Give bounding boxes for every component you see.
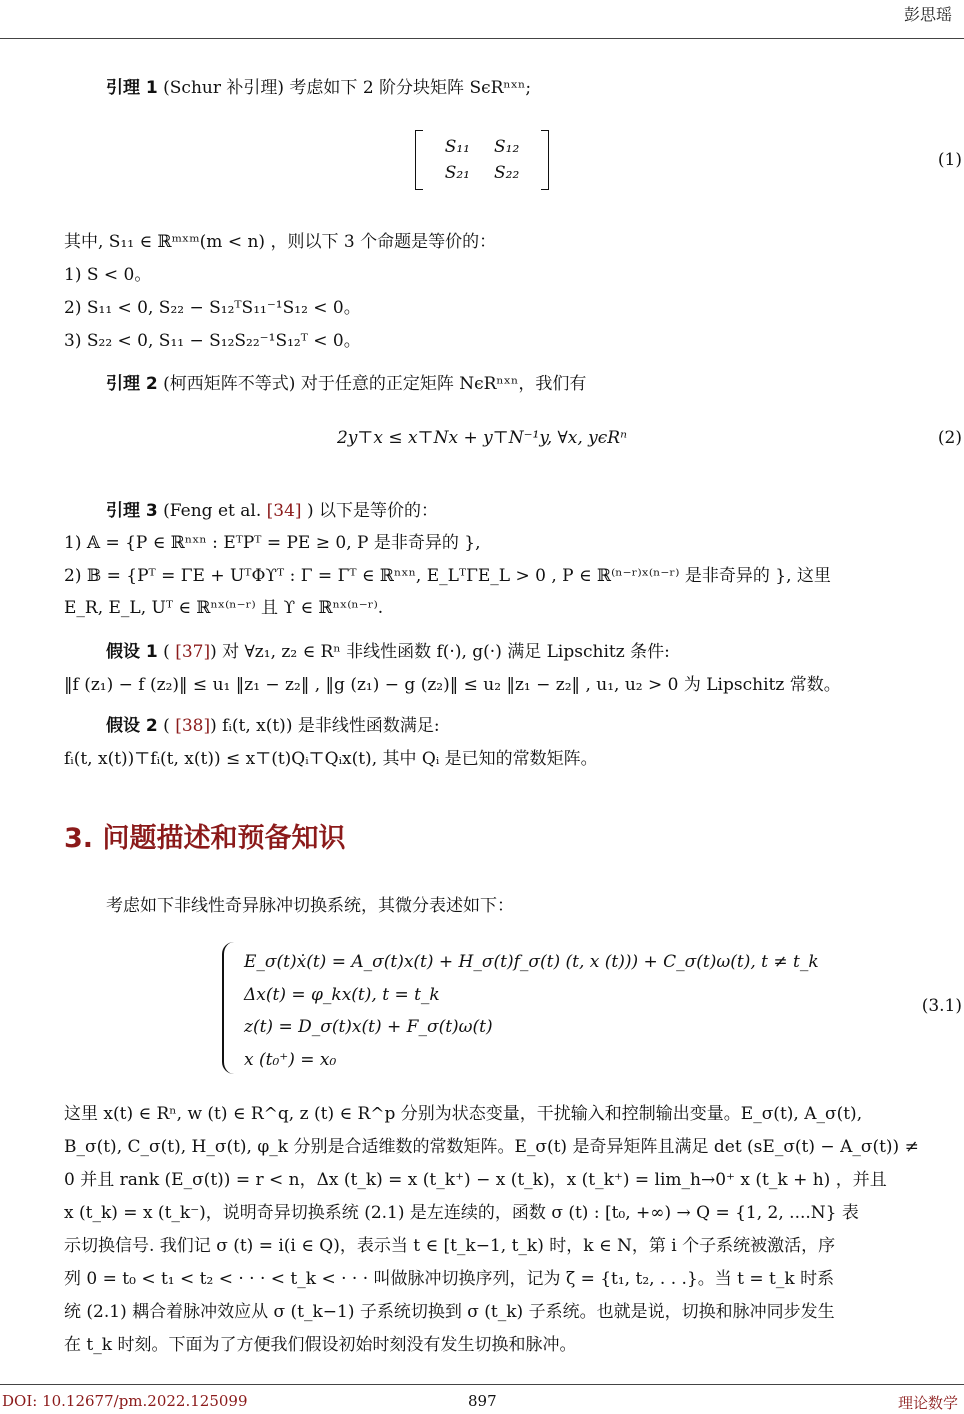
section-heading: 3. 问题描述和预备知识 [64,823,346,854]
citation-link[interactable]: [38] [175,716,211,736]
lemma1-statement [106,74,960,103]
matrix-left-bracket [415,130,423,190]
body-line: x (t_k) = x (t_k⁻)，说明奇异切换系统 (2.1) 是左连续的，函数 σ (t) : [t₀, +∞) → Q = {1, 2, ....N} 表 [64,1203,859,1223]
assumption1-condition: ‖f (z₁) − f (z₂)‖ ≤ u₁ ‖z₁ − z₂‖ , ‖g (z₁) − g (z₂)‖ ≤ u₂ ‖z₁ − z₂‖ , u₁, u₂ > 0 为 Lipschitz 常数。 [64,675,841,695]
equation-2 [0,428,964,448]
assumption2-condition: fᵢ(t, x(t))⊤fᵢ(t, x(t)) ≤ x⊤(t)Qᵢ⊤Qᵢx(t), 其中 Qᵢ 是已知的常数矩阵。 [64,749,598,769]
lemma3-statement [106,497,960,526]
matrix-right-bracket [541,130,549,190]
lemma3-text: (Feng et al. [163,501,267,521]
equation-number: (1) [937,150,962,170]
assumption1-statement [106,638,960,667]
block-matrix [415,130,550,190]
assumption1-text: ( [163,642,176,662]
lemma3-text: ) 以下是等价的： [301,501,438,521]
left-brace [222,942,234,1074]
equation-2-body: 2y⊤x ≤ x⊤Nx + y⊤N⁻¹y, ∀x, yϵRⁿ [336,428,627,448]
assumption1-text: ) 对 ∀z₁, z₂ ∈ Rⁿ 非线性函数 f(·), g(·) 满足 Lipschitz 条件: [210,642,670,662]
header-rule [0,38,964,39]
assumption2-text: ( [163,716,176,736]
citation-link[interactable]: [37] [175,642,211,662]
assumption2-text: ) fᵢ(t, x(t)) 是非线性函数满足: [210,716,440,736]
equation-number: (3.1) [921,996,962,1016]
matrix-cell: S₂₁ [444,163,470,183]
body-line: B_σ(t), C_σ(t), H_σ(t), φ_k 分别是合适维数的常数矩阵。E_σ(t) 是奇异矩阵且满足 det (sE_σ(t) − A_σ(t)) ≠ [64,1137,919,1157]
body-line: 示切换信号. 我们记 σ (t) = i(i ∈ Q)，表示当 t ∈ [t_k−1, t_k) 时，k ∈ N，第 i 个子系统被激活，序 [64,1236,836,1256]
assumption2-label: 假设 2 [106,716,158,736]
lemma1-item: 3) S₂₂ < 0, S₁₁ − S₁₂S₂₂⁻¹S₁₂ᵀ < 0。 [64,331,361,351]
matrix-cell: S₁₁ [444,137,470,157]
citation-link[interactable]: [34] [266,501,302,521]
lemma2-statement [106,370,960,399]
lemma2-label: 引理 2 [106,374,158,394]
lemma1-text: (Schur 补引理) 考虑如下 2 阶分块矩阵 SϵRⁿˣⁿ; [163,78,532,98]
page-number: 897 [468,1392,497,1410]
lemma3-item: 1) 𝔸 = {P ∈ ℝⁿˣⁿ : EᵀPᵀ = PE ≥ 0, P 是非奇异的 }, [64,533,481,553]
lemma1-label: 引理 1 [106,78,158,98]
assumption1-label: 假设 1 [106,642,158,662]
running-header-author: 彭思瑶 [903,5,952,24]
intro-paragraph: 考虑如下非线性奇异脉冲切换系统，其微分表述如下： [106,896,514,916]
system-line: x (t₀⁺) = x₀ [244,1049,337,1070]
body-line: 0 并且 rank (E_σ(t)) = r < n，Δx (t_k) = x (t_k⁺) − x (t_k)，x (t_k⁺) = lim_h→0⁺ x (t_k + h) ，并且 [64,1170,887,1190]
lemma1-where: 其中, S₁₁ ∈ ℝᵐˣᵐ(m < n) ，则以下 3 个命题是等价的： [64,232,497,252]
journal-name[interactable]: 理论数学 [897,1394,958,1412]
body-line: 统 (2.1) 耦合着脉冲效应从 σ (t_k−1) 子系统切换到 σ (t_k) 子系统。也就是说，切换和脉冲同步发生 [64,1302,835,1322]
equation-1 [0,130,964,195]
lemma1-item: 2) S₁₁ < 0, S₂₂ − S₁₂ᵀS₁₁⁻¹S₁₂ < 0。 [64,298,361,318]
body-line: 这里 x(t) ∈ Rⁿ, w (t) ∈ R^q, z (t) ∈ R^p 分别为状态变量，干扰输入和控制输出变量。E_σ(t), A_σ(t), [64,1104,863,1124]
lemma2-text: (柯西矩阵不等式) 对于任意的正定矩阵 NϵRⁿˣⁿ，我们有 [163,374,587,394]
footer-rule [0,1384,964,1385]
system-line: Δx(t) = φ_kx(t), t = t_k [244,984,440,1005]
body-line: 在 t_k 时刻。下面为了方便我们假设初始时刻没有发生切换和脉冲。 [64,1335,577,1355]
system-line: E_σ(t)ẋ(t) = A_σ(t)x(t) + H_σ(t)f_σ(t) (t, x (t))) + C_σ(t)ω(t), t ≠ t_k [244,952,819,972]
assumption2-statement [106,712,960,741]
body-line: 列 0 = t₀ < t₁ < t₂ < · · · < t_k < · · · 叫做脉冲切换序列，记为 ζ = {t₁, t₂, . . .}。当 t = t_k 时系 [64,1269,835,1289]
equation-number: (2) [937,428,962,448]
matrix-cell: S₂₂ [494,163,520,183]
lemma3-item: 2) 𝔹 = {Pᵀ = ΓE + UᵀΦϒᵀ : Γ = Γᵀ ∈ ℝⁿˣⁿ, E_LᵀΓE_L > 0 , P ∈ ℝ⁽ⁿ⁻ʳ⁾ˣ⁽ⁿ⁻ʳ⁾ 是非奇异的 }, 这里 [64,566,831,586]
lemma3-item: E_R, E_L, Uᵀ ∈ ℝⁿˣ⁽ⁿ⁻ʳ⁾ 且 ϒ ∈ ℝⁿˣ⁽ⁿ⁻ʳ⁾. [64,598,384,618]
system-line: z(t) = D_σ(t)x(t) + F_σ(t)ω(t) [244,1017,493,1037]
lemma3-label: 引理 3 [106,501,158,521]
doi-link[interactable]: DOI: 10.12677/pm.2022.125099 [2,1392,248,1410]
matrix-cell: S₁₂ [494,137,520,157]
lemma1-item: 1) S < 0。 [64,265,152,285]
equation-3-1 [222,946,819,1076]
